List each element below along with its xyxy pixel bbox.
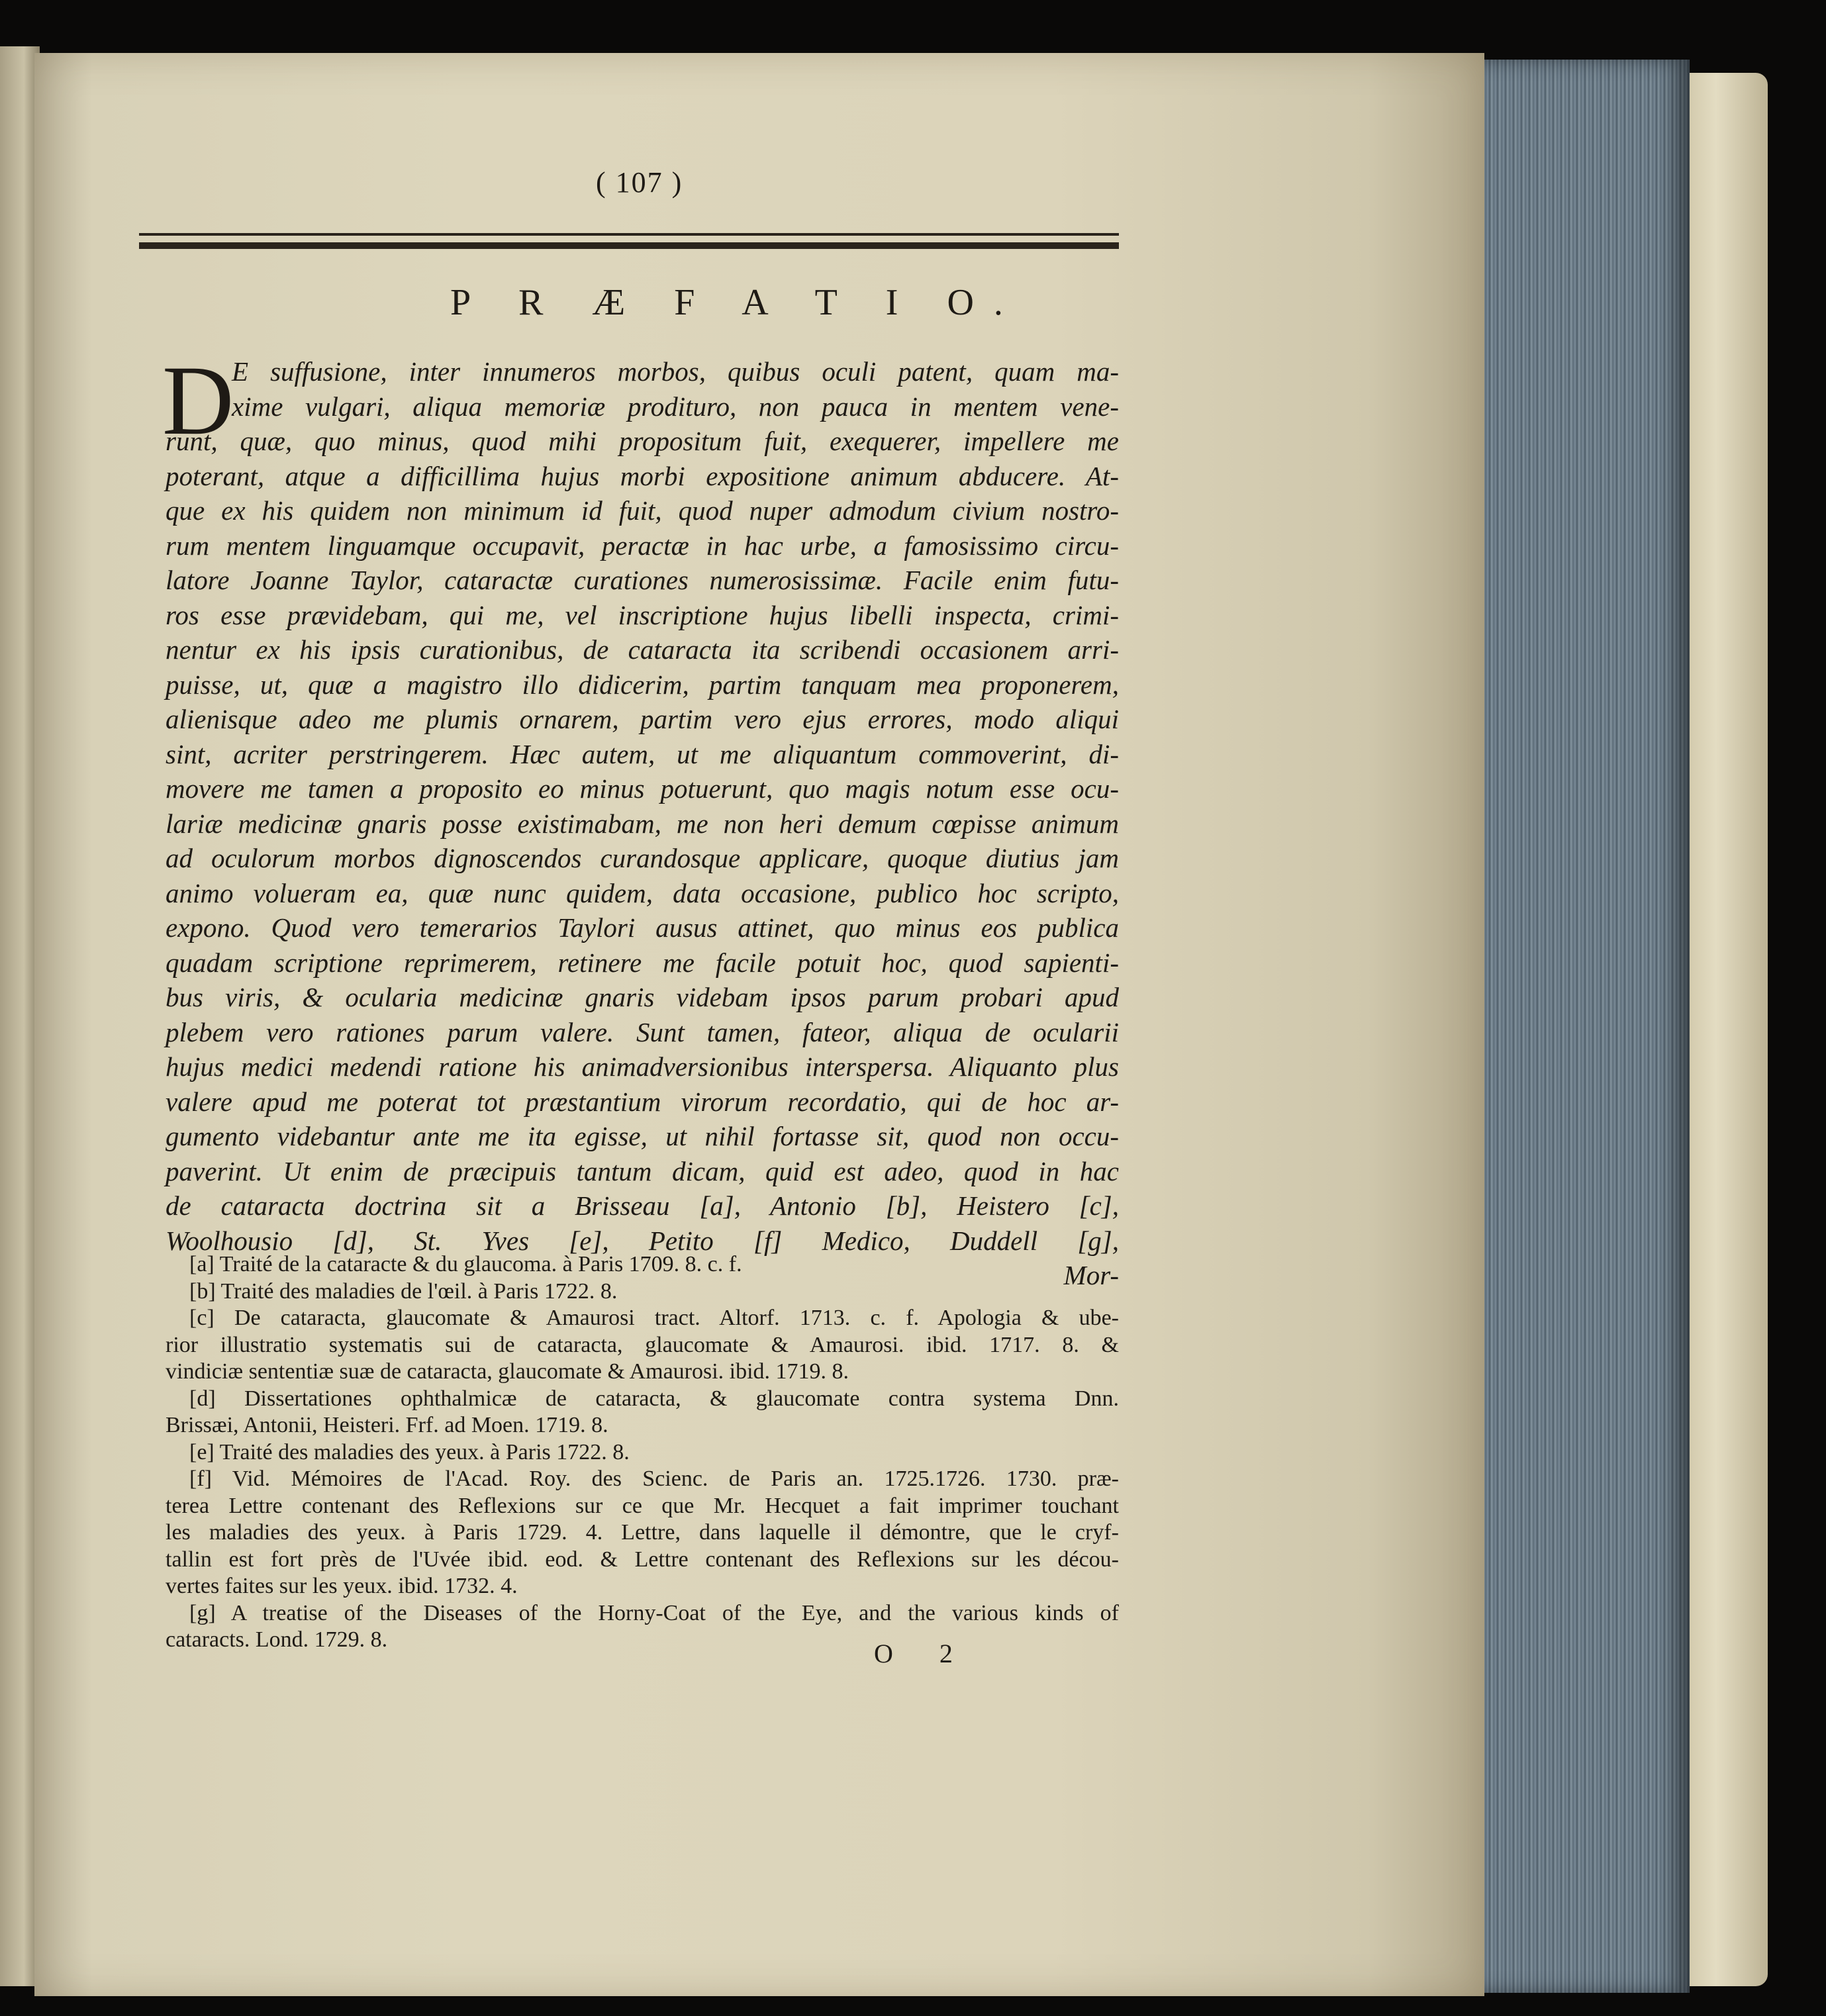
body-line: hujus medici medendi ratione his animadversionibus interspersa. Aliquanto plus <box>166 1051 1119 1082</box>
left-page-edge <box>0 46 40 1986</box>
body-line: nentur ex his ipsis curationibus, de cataracta ita scribendi occasionem arri- <box>166 634 1119 665</box>
body-line: rum mentem linguamque occupavit, peractæ in hac urbe, a famosissimo circu- <box>166 530 1119 561</box>
body-line: de cataracta doctrina sit a Brisseau [a], Antonio [b], Heistero [c], <box>166 1190 1119 1221</box>
body-line: movere me tamen a proposito eo minus potuerunt, quo magis notum esse ocu- <box>166 773 1119 804</box>
body-line: quadam scriptione reprimerem, retinere me facile potuit hoc, quod sapienti- <box>166 947 1119 978</box>
footnote-line: [b] Traité des maladies de l'œil. à Paris 1722. 8. <box>189 1278 618 1304</box>
header-rule <box>139 233 1119 249</box>
body-line: ad oculorum morbos dignoscendos curandosque applicare, quoque diutius jam <box>166 843 1119 873</box>
body-line: paverint. Ut enim de præcipuis tantum dicam, quid est adeo, quod in hac <box>166 1155 1119 1186</box>
footnote-line: rior illustratio systematis sui de cataracta, glaucomate & Amaurosi. ibid. 1717. 8. & <box>166 1332 1119 1357</box>
body-line: latore Joanne Taylor, cataractæ curationes numerosissimæ. Facile enim futu- <box>166 565 1119 595</box>
body-line: gumento videbantur ante me ita egisse, ut nihil fortasse sit, quod non occu- <box>166 1121 1119 1151</box>
page-title: P R Æ F A T I O. <box>450 282 1023 323</box>
footnote-line: tallin est fort près de l'Uvée ibid. eod. & Lettre contenant des Reflexions sur les décou- <box>166 1547 1119 1572</box>
body-line: xime vulgari, aliqua memoriæ prodituro, non pauca in mentem vene- <box>232 391 1119 422</box>
body-line: sint, acriter perstringerem. Hæc autem, ut me aliquantum commoverint, di- <box>166 738 1119 769</box>
footnote-line: [f] Vid. Mémoires de l'Acad. Roy. des Scienc. de Paris an. 1725.1726. 1730. præ- <box>189 1466 1119 1491</box>
footnote-line: [e] Traité des maladies des yeux. à Paris 1722. 8. <box>189 1439 630 1464</box>
page-fore-edge <box>1478 60 1690 1993</box>
drop-cap: D <box>162 346 234 456</box>
body-line: alienisque adeo me plumis ornarem, partim vero ejus errores, modo aliqui <box>166 704 1119 734</box>
page-number: ( 107 ) <box>596 166 683 199</box>
body-line: bus viris, & ocularia medicinæ gnaris videbam ipsos parum probari apud <box>166 982 1119 1012</box>
footnote-line: cataracts. Lond. 1729. 8. <box>166 1627 388 1652</box>
footnote-line: [a] Traité de la cataracte & du glaucoma. à Paris 1709. 8. c. f. <box>189 1252 742 1276</box>
signature-mark: O 2 <box>874 1639 973 1668</box>
footnote-line: Brissæi, Antonii, Heisteri. Frf. ad Moen. 1719. 8. <box>166 1413 608 1437</box>
footnote-line: [c] De cataracta, glaucomate & Amaurosi tract. Altorf. 1713. c. f. Apologia & ube- <box>189 1306 1119 1330</box>
body-text <box>166 354 1119 1293</box>
footnote-line: [d] Dissertationes ophthalmicæ de cataracta, & glaucomate contra systema Dnn. <box>189 1386 1119 1411</box>
body-line: lariæ medicinæ gnaris posse existimabam, me non heri demum cœpisse animum <box>166 808 1119 839</box>
footnote-line: vertes faites sur les yeux. ibid. 1732. 4. <box>166 1574 518 1598</box>
body-line: plebem vero rationes parum valere. Sunt tamen, fateor, aliqua de ocularii <box>166 1016 1119 1047</box>
footnote-line: les maladies des yeux. à Paris 1729. 4. Lettre, dans laquelle il démontre, que le cryf- <box>166 1520 1119 1545</box>
body-line: runt, quæ, quo minus, quod mihi propositum fuit, exequerer, impellere me <box>166 426 1119 456</box>
footnote-line: vindiciæ sententiæ suæ de cataracta, glaucomate & Amaurosi. ibid. 1719. 8. <box>166 1359 849 1384</box>
footnote-line: terea Lettre contenant des Reflexions sur ce que Mr. Hecquet a fait imprimer touchant <box>166 1493 1119 1518</box>
body-line: valere apud me poterat tot præstantium virorum recordatio, qui de hoc ar- <box>166 1086 1119 1117</box>
body-line: Woolhousio [d], St. Yves [e], Petito [f] Medico, Duddell [g], <box>166 1225 1119 1256</box>
body-line: que ex his quidem non minimum id fuit, quod nuper admodum civium nostro- <box>166 495 1119 526</box>
body-line: puisse, ut, quæ a magistro illo didicerim, partim tanquam mea proponerem, <box>166 669 1119 700</box>
body-line: poterant, atque a difficillima hujus morbi expositione animum abducere. At- <box>166 460 1119 491</box>
footnote-line: [g] A treatise of the Diseases of the Horny-Coat of the Eye, and the various kinds of <box>189 1600 1119 1625</box>
book-cover-edge <box>1682 73 1768 1986</box>
footnotes <box>166 1251 1119 1654</box>
body-line: ros esse prævidebam, qui me, vel inscriptione hujus libelli inspecta, crimi- <box>166 599 1119 630</box>
body-line: animo volueram ea, quæ nunc quidem, data occasione, publico hoc scripto, <box>166 877 1119 908</box>
body-line: expono. Quod vero temerarios Taylori ausus attinet, quo minus eos publica <box>166 912 1119 943</box>
body-line: E suffusione, inter innumeros morbos, quibus oculi patent, quam ma- <box>232 356 1119 387</box>
catchword: Mor- <box>1063 1260 1119 1290</box>
